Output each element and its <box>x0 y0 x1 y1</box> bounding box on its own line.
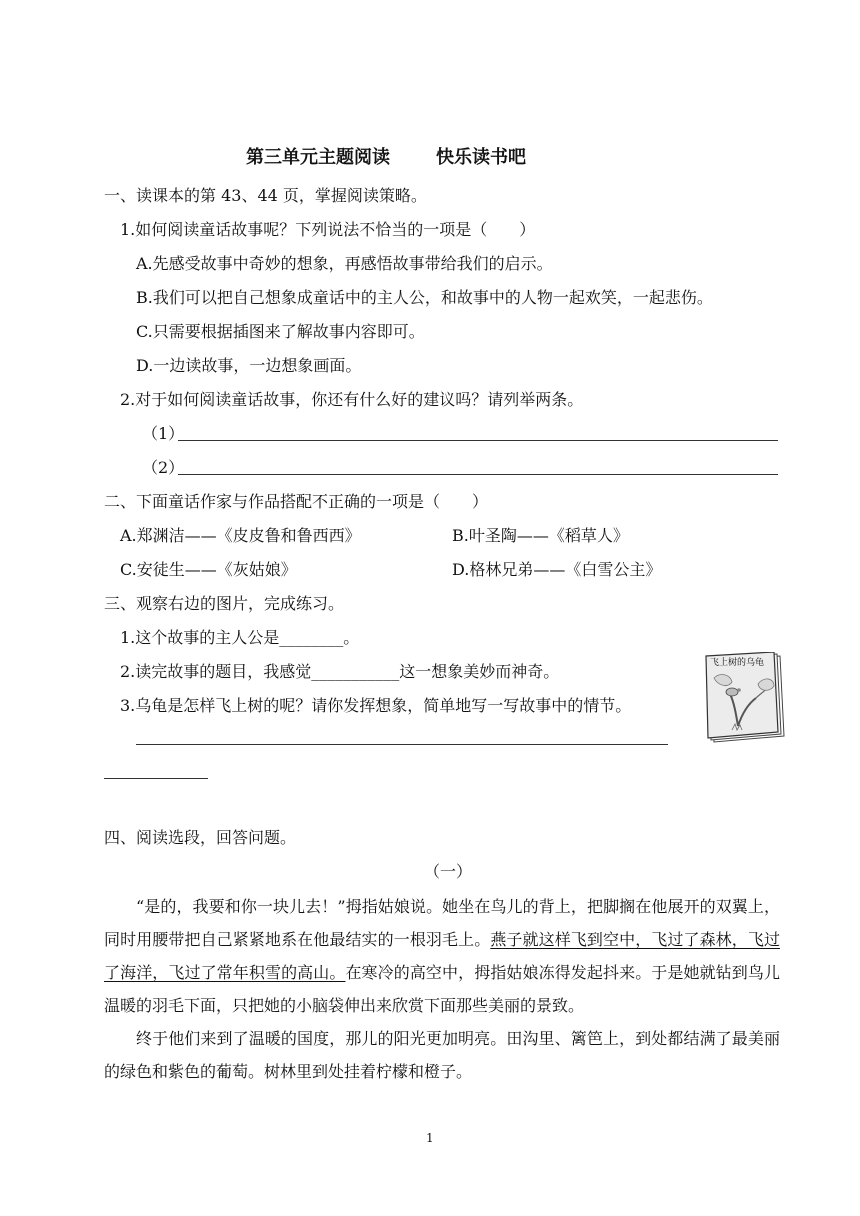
passage-paragraph-1 <box>104 890 780 1022</box>
section-2-heading: 二、下面童话作家与作品搭配不正确的一项是（ ） <box>104 492 489 511</box>
question-3-1: 1.这个故事的主人公是________。 <box>120 628 360 647</box>
section-2-option-d: D.格林兄弟——《白雪公主》 <box>452 560 662 579</box>
page-number: 1 <box>426 1131 434 1145</box>
question-1-2-stem: 2.对于如何阅读童话故事，你还有什么好的建议吗？请列举两条。 <box>120 390 584 409</box>
section-1-heading: 一、读课本的第 43、44 页，掌握阅读策略。 <box>104 186 427 205</box>
passage-subheading: （一） <box>424 862 473 881</box>
answer-line-3-3b[interactable] <box>104 778 208 779</box>
passage-paragraph-2: 终于他们来到了温暖的国度，那儿的阳光更加明亮。田沟里、篱笆上，到处都结满了最美丽的绿色和紫色的葡萄。树林里到处挂着柠檬和橙子。 <box>104 1029 780 1081</box>
passage-p1-text-a: “是的，我要和你一块儿去！”拇指姑娘说。她坐在鸟儿的背上，把脚搁在他展开的双翼上，同时用腰带把自己紧紧地系在他最结实的一根羽毛上。 <box>104 897 780 949</box>
question-1-1-option-b: B.我们可以把自己想象成童话中的主人公，和故事中的人物一起欢笑，一起悲伤。 <box>136 288 713 307</box>
section-2-option-a: A.郑渊洁——《皮皮鲁和鲁西西》 <box>120 526 361 545</box>
question-3-2: 2.读完故事的题目，我感觉___________这一想象美妙而神奇。 <box>120 662 560 681</box>
question-1-1-stem: 1.如何阅读童话故事呢？下列说法不恰当的一项是（ ） <box>120 220 536 239</box>
section-4-heading: 四、阅读选段，回答问题。 <box>104 828 297 847</box>
section-2-option-b: B.叶圣陶——《稻草人》 <box>452 526 629 545</box>
question-1-1-option-c: C.只需要根据插图来了解故事内容即可。 <box>136 322 425 341</box>
answer-line-1[interactable] <box>178 440 778 441</box>
answer-line-2[interactable] <box>178 474 778 475</box>
answer-blank-2-label: （2） <box>142 458 185 477</box>
answer-blank-1-label: （1） <box>142 424 185 443</box>
section-3-heading: 三、观察右边的图片，完成练习。 <box>104 594 345 613</box>
section-2-option-c: C.安徒生——《灰姑娘》 <box>120 560 297 579</box>
page-title: 第三单元主题阅读 <box>246 147 390 168</box>
question-1-1-option-a: A.先感受故事中奇妙的想象，再感悟故事带给我们的启示。 <box>136 254 553 273</box>
question-1-1-option-d: D.一边读故事，一边想象画面。 <box>136 356 362 375</box>
answer-line-3-3a[interactable] <box>136 744 668 745</box>
passage-p1-text-b: 在寒冷的高空中，拇指姑娘冻得发起抖来。于是她就钻到鸟儿温暖的羽毛下面，只把她的小脑袋伸出来欣赏下面那些美丽的景致。 <box>104 963 780 1015</box>
passage-p1-underlined: 燕子就这样飞到空中，飞过了森林，飞过了海洋，飞过了常年积雪的高山。 <box>104 930 780 982</box>
question-3-3: 3.乌龟是怎样飞上树的呢？请你发挥想象，简单地写一写故事中的情节。 <box>120 696 632 715</box>
book-title: 飞上树的乌龟 <box>710 658 765 668</box>
page-title-secondary: 快乐读书吧 <box>436 147 526 168</box>
book-illustration <box>704 652 786 744</box>
